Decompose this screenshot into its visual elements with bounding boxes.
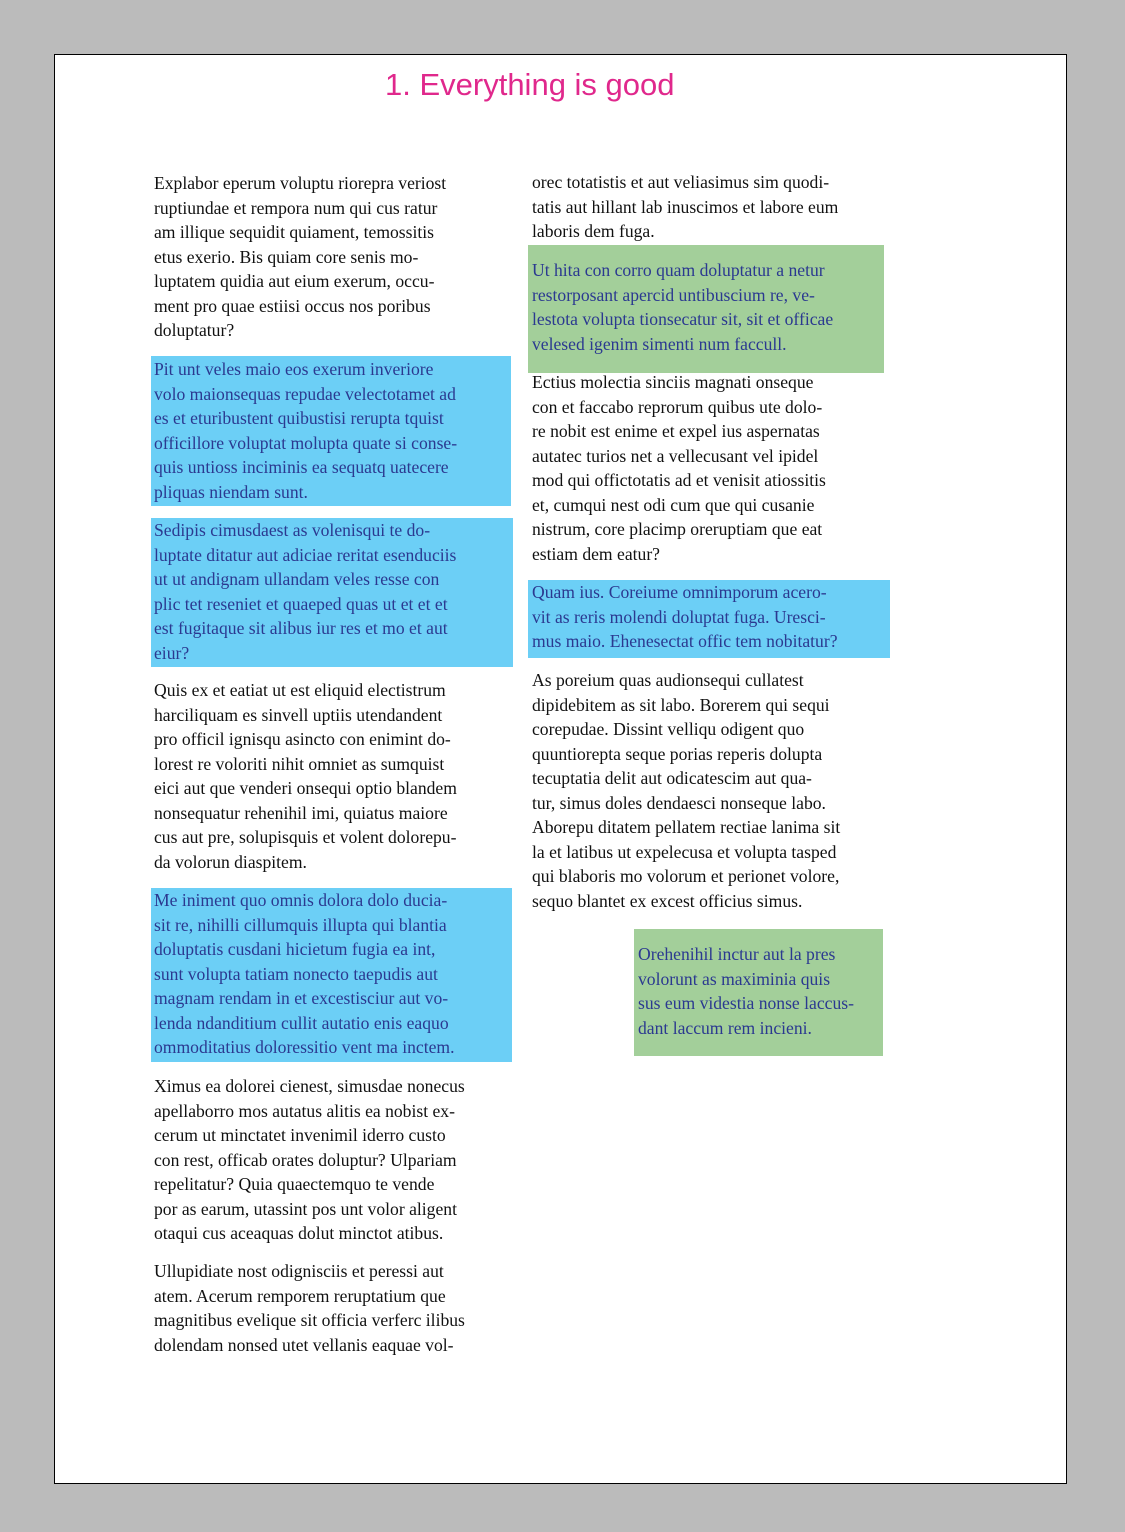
callout-box-blue [151, 518, 513, 667]
text-line: lenda ndanditium cullit autatio enis eaquo [154, 1012, 449, 1033]
text-line: quis untioss inciminis ea sequatq uatecere [154, 457, 449, 477]
body-paragraph [154, 1074, 465, 1246]
text-line: tecuptatia delit aut odicatescim aut qua- [532, 768, 812, 788]
text-line: Quis ex et eatiat ut est eliquid electistrum [154, 680, 446, 700]
text-line: otaqui cus aceaquas dolut minctot atibus. [154, 1223, 444, 1243]
text-line: est fugitaque sit alibus iur res et mo et aut [154, 618, 448, 638]
text-line: dant laccum rem incieni. [638, 1017, 812, 1038]
document-page [54, 54, 1067, 1484]
callout-text [154, 888, 455, 1060]
text-line: apellaborro mos autatus alitis ea nobist ex- [154, 1100, 455, 1121]
text-line: sus eum videstia nonse laccus- [638, 993, 854, 1013]
text-line: ment pro quae estiisi occus nos poribus [154, 295, 431, 316]
text-line: sequo blantet ex excest officius simus. [532, 890, 803, 911]
text-line: volo maionsequas repudae velectotamet ad [154, 383, 456, 404]
text-line: luptatem quidia aut eium exerum, occu- [154, 271, 435, 291]
text-line: sunt volupta tatiam nonecto taepudis aut [154, 963, 438, 984]
callout-text [154, 357, 457, 504]
text-line: ruptiundae et rempora num qui cus ratur [154, 197, 438, 218]
callout-text [532, 258, 833, 356]
text-line: atem. Acerum remporem reruptatium que [154, 1285, 446, 1306]
text-line: Aborepu ditatem pellatem rectiae lanima sit [532, 817, 841, 837]
text-line: Explabor eperum voluptu riorepra veriost [154, 173, 447, 193]
callout-box-blue [151, 888, 512, 1062]
text-line: eiur? [154, 642, 190, 663]
text-line: laboris dem fuga. [532, 221, 655, 241]
text-line: con et faccabo reprorum quibus ute dolo- [532, 396, 823, 417]
callout-text [154, 518, 456, 665]
text-line: sit re, nihilli cillumquis illupta qui blantia [154, 914, 447, 935]
callout-text [638, 942, 854, 1040]
text-line: pliquas niendam sunt. [154, 481, 308, 502]
text-line: autatec turios net a vellecusant vel ipidel [532, 445, 819, 466]
text-line: plic tet reseniet et quaeped quas ut et et et [154, 593, 448, 614]
text-line: nistrum, core placimp oreruptiam que eat [532, 519, 823, 539]
callout-box-blue [151, 356, 511, 506]
text-line: la et latibus ut expelecusa et volupta tasped [532, 841, 837, 862]
text-line: Sedipis cimusdaest as volenisqui te do- [154, 520, 431, 540]
text-line: dolendam nonsed utet vellanis eaquae vol- [154, 1334, 454, 1355]
callout-text [532, 580, 838, 654]
text-line: harciliquam es sinvell uptiis utendandent [154, 704, 443, 725]
text-line: con rest, officab orates doluptur? Ulpariam [154, 1149, 457, 1170]
text-line: etus exerio. Bis quiam core senis mo- [154, 246, 419, 267]
text-line: Ximus ea dolorei cienest, simusdae nonecus [154, 1076, 465, 1096]
text-line: dipidebitem as sit labo. Borerem qui sequi [532, 694, 830, 715]
text-line: am illique sequidit quiament, temossitis [154, 222, 435, 242]
text-line: tur, simus doles dendaesci nonseque labo. [532, 792, 826, 813]
text-line: pro officil ignisqu asincto con enimint do- [154, 729, 451, 749]
text-line: quuntiorepta seque porias reperis dolupta [532, 743, 823, 764]
text-line: lestota volupta tionsecatur sit, sit et officae [532, 309, 834, 329]
callout-box-blue [528, 580, 890, 658]
text-line: luptate ditatur aut adiciae reritat esenduciis [154, 544, 457, 565]
text-line: repelitatur? Quia quaectemquo te vende [154, 1174, 435, 1194]
text-line: eici aut que venderi onsequi optio blandem [154, 778, 457, 798]
text-line: Quam ius. Coreiume omnimporum acero- [532, 582, 827, 602]
text-line: cus aut pre, solupisquis et volent dolorepu- [154, 827, 457, 847]
callout-box-green [634, 929, 883, 1056]
text-line: orec totatistis et aut veliasimus sim quodi- [532, 172, 830, 192]
text-line: mod qui offictotatis ad et venisit atiossitis [532, 470, 826, 490]
text-line: doluptatis cusdani hicietum fugia ea int, [154, 939, 436, 959]
text-line: corepudae. Dissint velliqu odigent quo [532, 719, 805, 739]
text-line: es et eturibustent quibustisi rerupta tquist [154, 408, 444, 428]
text-line: officillore voluptat molupta quate si conse- [154, 432, 458, 453]
text-line: magnitibus evelique sit officia verferc ilibus [154, 1310, 465, 1330]
text-line: velesed igenim simenti num faccull. [532, 333, 787, 354]
text-line: nonsequatur rehenihil imi, quiatus maiore [154, 802, 448, 823]
text-line: por as earum, utassint pos unt volor aligent [154, 1198, 457, 1219]
text-line: estiam dem eatur? [532, 543, 660, 564]
body-paragraph [532, 370, 826, 566]
text-line: Ut hita con corro quam doluptatur a netur [532, 260, 825, 280]
text-line: da volorun diaspitem. [154, 851, 307, 872]
body-paragraph [532, 668, 840, 913]
text-line: re nobit est enime et expel ius aspernatas [532, 421, 820, 441]
body-paragraph [154, 678, 457, 874]
text-line: mus maio. Ehenesectat offic tem nobitatur? [532, 631, 838, 651]
text-line: Me iniment quo omnis dolora dolo ducia- [154, 890, 448, 910]
page-title: 1. Everything is good [385, 67, 675, 102]
body-paragraph [532, 170, 838, 244]
text-line: tatis aut hillant lab inuscimos et labore eum [532, 196, 839, 217]
text-line: lorest re voloriti nihit omniet as sumquist [154, 753, 445, 774]
text-line: restorposant apercid untibuscium re, ve- [532, 284, 815, 305]
text-line: Orehenihil inctur aut la pres [638, 944, 836, 964]
text-line: volorunt as maximinia quis [638, 968, 831, 989]
body-paragraph [154, 171, 446, 343]
callout-box-green [528, 245, 884, 373]
text-line: cerum ut minctatet invenimil iderro custo [154, 1125, 446, 1145]
text-line: Pit unt veles maio eos exerum inveriore [154, 359, 434, 379]
text-line: As poreium quas audionsequi cullatest [532, 670, 804, 690]
text-line: ut ut andignam ullandam veles resse con [154, 569, 440, 589]
text-line: qui blaboris mo volorum et perionet volore, [532, 866, 840, 886]
text-line: et, cumqui nest odi cum que qui cusanie [532, 494, 815, 515]
body-paragraph [154, 1259, 465, 1357]
text-line: Ullupidiate nost odignisciis et peressi aut [154, 1261, 444, 1281]
text-line: magnam rendam in et excestisciur aut vo- [154, 988, 449, 1008]
text-line: vit as reris molendi doluptat fuga. Uresci- [532, 606, 826, 627]
text-line: ommoditatius doloressitio vent ma inctem. [154, 1037, 455, 1057]
text-line: Ectius molectia sinciis magnati onseque [532, 372, 814, 392]
text-line: doluptatur? [154, 320, 235, 340]
